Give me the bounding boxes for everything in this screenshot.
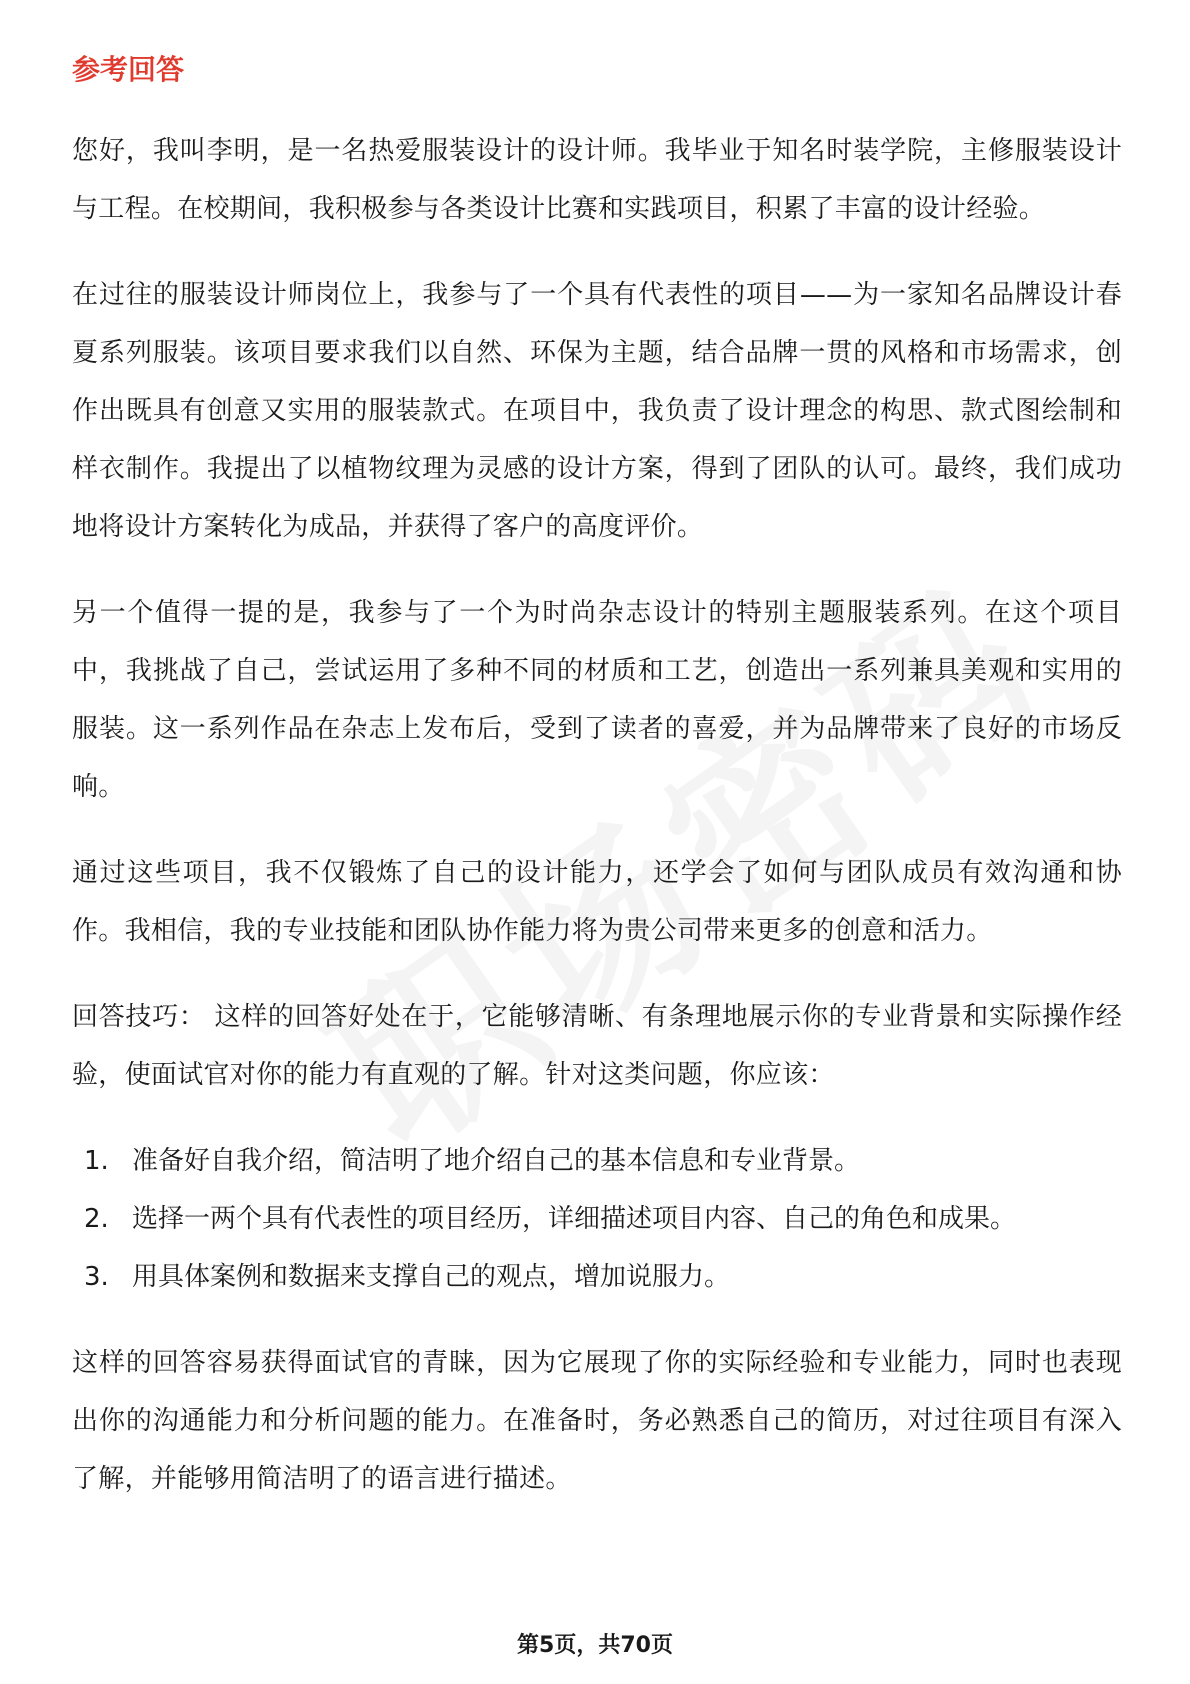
- paragraph-project-2: 另一个值得一提的是，我参与了一个为时尚杂志设计的特别主题服装系列。在这个项目中，我挑战了自己，尝试运用了多种不同的材质和工艺，创造出一系列兼具美观和实用的服装。这一系列作品在杂志上发布后，受到了读者的喜爱，并为品牌带来了良好的市场反响。: [72, 598, 1122, 802]
- document-content: [72, 48, 1122, 1536]
- paragraph-summary: 通过这些项目，我不仅锻炼了自己的设计能力，还学会了如何与团队成员有效沟通和协作。我相信，我的专业技能和团队协作能力将为贵公司带来更多的创意和活力。: [72, 858, 1122, 946]
- list-item-text: 选择一两个具有代表性的项目经历，详细描述项目内容、自己的角色和成果。: [132, 1204, 1017, 1234]
- section-heading: 参考回答: [72, 53, 185, 86]
- paragraph-intro: 您好，我叫李明，是一名热爱服装设计的设计师。我毕业于知名时装学院，主修服装设计与工程。在校期间，我积极参与各类设计比赛和实践项目，积累了丰富的设计经验。: [72, 136, 1122, 224]
- page-indicator: 第5页，共70页: [517, 1633, 673, 1658]
- list-item: [72, 1248, 1122, 1306]
- list-number: 3.: [84, 1262, 109, 1292]
- list-item: [72, 1190, 1122, 1248]
- paragraph-closing: 这样的回答容易获得面试官的青睐，因为它展现了你的实际经验和专业能力，同时也表现出你的沟通能力和分析问题的能力。在准备时，务必熟悉自己的简历，对过往项目有深入了解，并能够用简洁明了的语言进行描述。: [72, 1348, 1122, 1494]
- tips-list: [72, 1132, 1122, 1306]
- tips-intro: 回答技巧： 这样的回答好处在于，它能够清晰、有条理地展示你的专业背景和实际操作经验，使面试官对你的能力有直观的了解。针对这类问题，你应该：: [72, 1002, 1122, 1090]
- list-number: 1.: [84, 1146, 109, 1176]
- paragraph-project-1: 在过往的服装设计师岗位上，我参与了一个具有代表性的项目——为一家知名品牌设计春夏系列服装。该项目要求我们以自然、环保为主题，结合品牌一贯的风格和市场需求，创作出既具有创意又实用的服装款式。在项目中，我负责了设计理念的构思、款式图绘制和样衣制作。我提出了以植物纹理为灵感的设计方案，得到了团队的认可。最终，我们成功地将设计方案转化为成品，并获得了客户的高度评价。: [72, 280, 1122, 542]
- list-item-text: 用具体案例和数据来支撑自己的观点，增加说服力。: [132, 1262, 731, 1292]
- list-number: 2.: [84, 1204, 109, 1234]
- list-item-text: 准备好自我介绍，简洁明了地介绍自己的基本信息和专业背景。: [132, 1146, 861, 1176]
- list-item: [72, 1132, 1122, 1190]
